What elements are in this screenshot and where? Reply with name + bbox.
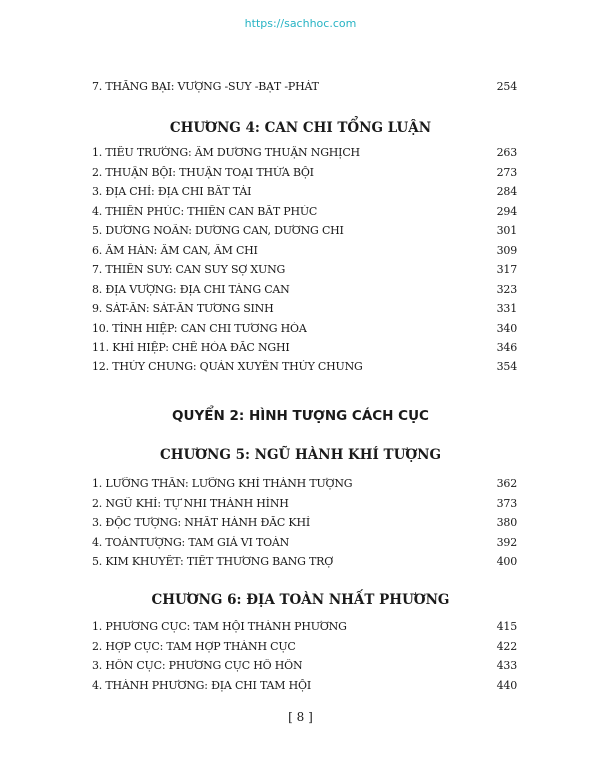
toc-entry[interactable] bbox=[92, 516, 517, 530]
toc-entry-title: 8. ĐỊA VƯỢNG: ĐỊA CHI TÀNG CAN bbox=[92, 282, 290, 296]
book-2-title: QUYỂN 2: HÌNH TƯỢNG CÁCH CỤC bbox=[172, 408, 429, 424]
toc-entry-page: 422 bbox=[496, 639, 517, 653]
toc-entry-page: 301 bbox=[496, 224, 517, 237]
toc-entry-page: 273 bbox=[496, 165, 517, 179]
toc-entry[interactable] bbox=[92, 185, 517, 199]
toc-entry-title: 9. SÁT-ẤN: SÁT-ẤN TƯƠNG SINH bbox=[92, 302, 274, 315]
toc-entry-title: 5. KIM KHUYẾT: TIẾT THƯƠNG BANG TRỢ bbox=[92, 555, 334, 568]
toc-entry-page: 284 bbox=[496, 185, 517, 198]
chapter-6-title: CHƯƠNG 6: ĐỊA TOÀN NHẤT PHƯƠNG bbox=[151, 592, 450, 608]
toc-entry-title: 1. LƯỠNG THẦN: LƯỠNG KHÍ THÀNH TƯỢNG bbox=[92, 477, 353, 490]
toc-entry[interactable] bbox=[92, 555, 517, 569]
toc-entry[interactable] bbox=[92, 620, 517, 634]
toc-entry-page: 331 bbox=[496, 302, 517, 315]
toc-entry[interactable] bbox=[92, 224, 517, 238]
toc-entry-page: 433 bbox=[496, 659, 517, 672]
toc-entry-page: 373 bbox=[496, 496, 517, 510]
toc-entry-page: 346 bbox=[496, 341, 517, 354]
toc-entry-page: 317 bbox=[496, 263, 517, 276]
toc-entry[interactable] bbox=[92, 477, 517, 491]
toc-entry-title: 3. ĐỘC TƯỢNG: NHẤT HÀNH ĐẮC KHÍ bbox=[92, 516, 310, 529]
toc-entry[interactable] bbox=[92, 536, 517, 550]
toc-entry[interactable] bbox=[92, 302, 517, 316]
toc-entry-title: 3. ĐỊA CHỈ: ĐỊA CHI BẤT TÁI bbox=[92, 185, 252, 198]
toc-entry-title: 4. THÀNH PHƯƠNG: ĐỊA CHI TAM HỘI bbox=[92, 678, 311, 692]
toc-entry-page: 415 bbox=[496, 620, 517, 633]
toc-entry-title: 2. THUẬN BỘI: THUẬN TOẠI THỪA BỘI bbox=[92, 165, 314, 179]
toc-entry[interactable] bbox=[92, 244, 517, 258]
toc-entry-page: 440 bbox=[496, 678, 517, 692]
toc-entry[interactable] bbox=[92, 166, 517, 180]
toc-entry-page: 340 bbox=[496, 321, 517, 335]
toc-entry-title: 12. THỦY CHUNG: QUÁN XUYÊN THỦY CHUNG bbox=[92, 360, 363, 373]
toc-entry-title: 7. THIÊN SUY: CAN SUY SỢ XUNG bbox=[92, 263, 286, 276]
toc-entry[interactable] bbox=[92, 659, 517, 673]
toc-entry-title: 2. HỢP CỤC: TAM HỢP THÀNH CỤC bbox=[92, 639, 296, 653]
toc-entry-title: 11. KHÍ HIỆP: CHẾ HÓA ĐẮC NGHI bbox=[92, 341, 290, 354]
toc-entry[interactable] bbox=[92, 146, 517, 160]
watermark-url[interactable]: https://sachhoc.com bbox=[244, 17, 357, 30]
chapter-4-title: CHƯƠNG 4: CAN CHI TỔNG LUẬN bbox=[169, 120, 432, 136]
toc-entry[interactable] bbox=[92, 360, 517, 374]
chapter-5-title: CHƯƠNG 5: NGŨ HÀNH KHÍ TƯỢNG bbox=[160, 447, 441, 463]
toc-entry-title: 2. NGŨ KHÍ: TỰ NHI THÀNH HÌNH bbox=[92, 496, 289, 510]
toc-entry-page: 254 bbox=[496, 80, 517, 93]
toc-entry-page: 400 bbox=[496, 555, 517, 568]
toc-entry-thang-bai[interactable] bbox=[92, 80, 517, 94]
toc-entry[interactable] bbox=[92, 263, 517, 277]
toc-entry-title: 7. THẮNG BẠI: VƯỢNG -SUY -BẠT -PHÁT bbox=[92, 80, 319, 93]
toc-entry-page: 263 bbox=[496, 146, 517, 159]
toc-entry-page: 323 bbox=[496, 282, 517, 296]
toc-entry-title: 5. DƯƠNG NOÃN: DƯƠNG CAN, DƯƠNG CHI bbox=[92, 224, 344, 237]
toc-entry-page: 309 bbox=[496, 243, 517, 257]
toc-entry-title: 6. ÂM HÀN: ÂM CAN, ÂM CHI bbox=[92, 243, 258, 257]
toc-entry[interactable] bbox=[92, 205, 517, 219]
toc-entry-page: 392 bbox=[496, 535, 517, 549]
toc-entry[interactable] bbox=[92, 679, 517, 693]
toc-entry-title: 1. PHƯƠNG CỤC: TAM HỘI THÀNH PHƯƠNG bbox=[92, 620, 347, 633]
toc-entry-title: 3. HỖN CỤC: PHƯƠNG CỤC HỖ HỖN bbox=[92, 659, 303, 672]
toc-entry[interactable] bbox=[92, 341, 517, 355]
toc-entry-title: 4. TOÀNTƯỢNG: TAM GIẢ VI TOÀN bbox=[92, 535, 290, 549]
toc-entry[interactable] bbox=[92, 283, 517, 297]
toc-entry-page: 362 bbox=[496, 477, 517, 490]
toc-entry-page: 380 bbox=[496, 516, 517, 529]
toc-entry-page: 294 bbox=[496, 204, 517, 218]
toc-entry-page: 354 bbox=[496, 360, 517, 373]
toc-entry[interactable] bbox=[92, 322, 517, 336]
toc-entry[interactable] bbox=[92, 497, 517, 511]
toc-entry-title: 1. TIÊU TRƯỞNG: ÂM DƯƠNG THUẬN NGHỊCH bbox=[92, 146, 360, 159]
page-number: [ 8 ] bbox=[288, 710, 313, 724]
toc-entry[interactable] bbox=[92, 640, 517, 654]
toc-entry-title: 10. TÌNH HIỆP: CAN CHI TƯƠNG HÒA bbox=[92, 321, 307, 335]
toc-entry-title: 4. THIÊN PHÚC: THIÊN CAN BẤT PHÚC bbox=[92, 204, 318, 218]
